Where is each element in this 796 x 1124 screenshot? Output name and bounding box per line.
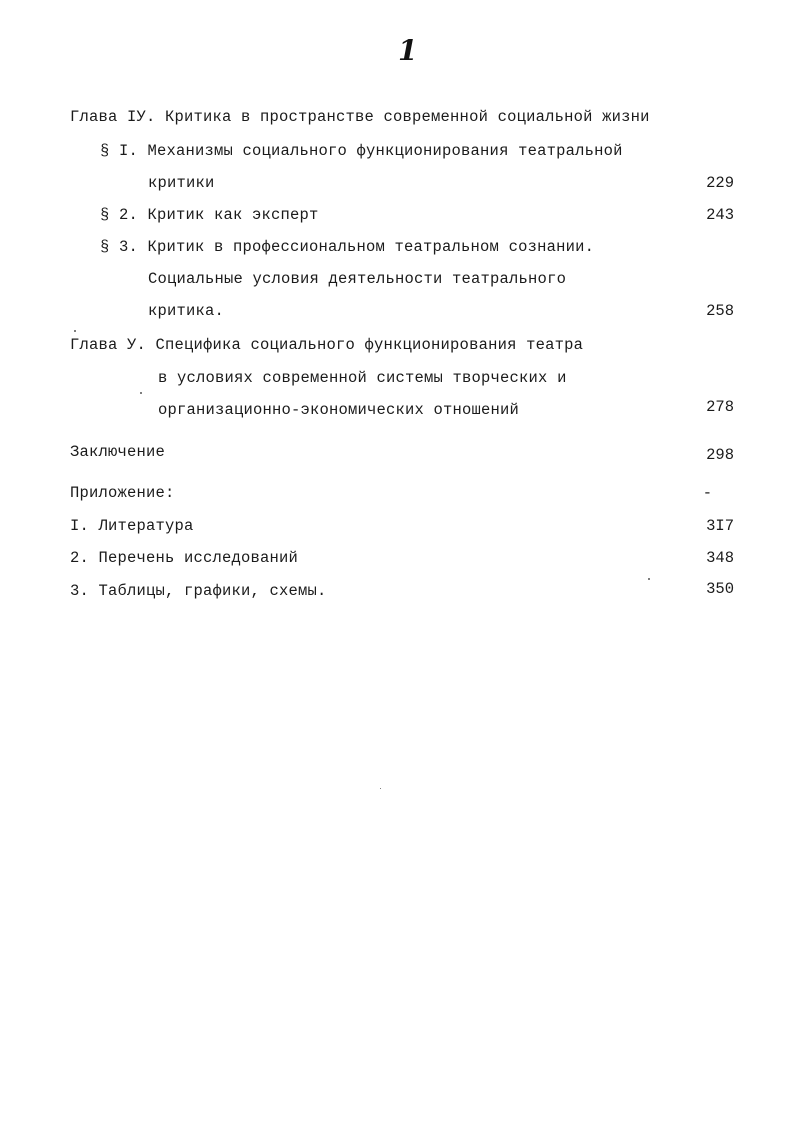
chapter-5-title-cont2: организационно-экономических отношений bbox=[158, 401, 520, 419]
section-3-title-cont: Социальные условия деятельности театрального bbox=[148, 270, 567, 288]
appendix-item: I. Литература bbox=[70, 517, 194, 535]
appendix-item-page: 348 bbox=[706, 549, 734, 567]
appendix-item-page: 3I7 bbox=[706, 517, 734, 535]
scan-speck bbox=[648, 578, 650, 580]
page-number: 1 bbox=[398, 34, 418, 67]
scan-speck bbox=[74, 330, 76, 332]
section-2-page: 243 bbox=[706, 206, 734, 224]
conclusion-page: 298 bbox=[706, 446, 734, 464]
section-1-page: 229 bbox=[706, 174, 734, 192]
appendix-item: 3. Таблицы, графики, схемы. bbox=[70, 582, 327, 600]
appendix-page: - bbox=[702, 484, 712, 502]
appendix-item-page: 350 bbox=[706, 580, 734, 598]
scan-speck bbox=[380, 788, 381, 789]
section-3-page: 258 bbox=[706, 302, 734, 320]
conclusion-title: Заключение bbox=[70, 443, 166, 461]
scan-speck bbox=[140, 392, 142, 394]
section-3-title: § 3. Критик в профессиональном театральном сознании. bbox=[100, 238, 595, 256]
chapter-5-title-cont: в условиях современной системы творческих и bbox=[158, 369, 567, 387]
chapter-5-page: 278 bbox=[706, 398, 734, 416]
chapter-4-title: Глава IУ. Критика в пространстве современной социальной жизни bbox=[70, 108, 650, 126]
section-2-title: § 2. Критик как эксперт bbox=[100, 206, 319, 224]
section-1-title: § I. Механизмы социального функционирования театральной bbox=[100, 142, 623, 160]
chapter-5-title: Глава У. Специфика социального функционирования театра bbox=[70, 336, 584, 354]
section-1-title-cont: критики bbox=[148, 174, 215, 192]
appendix-title: Приложение: bbox=[70, 484, 175, 502]
appendix-item: 2. Перечень исследований bbox=[70, 549, 299, 567]
section-3-title-cont2: критика. bbox=[148, 302, 225, 320]
